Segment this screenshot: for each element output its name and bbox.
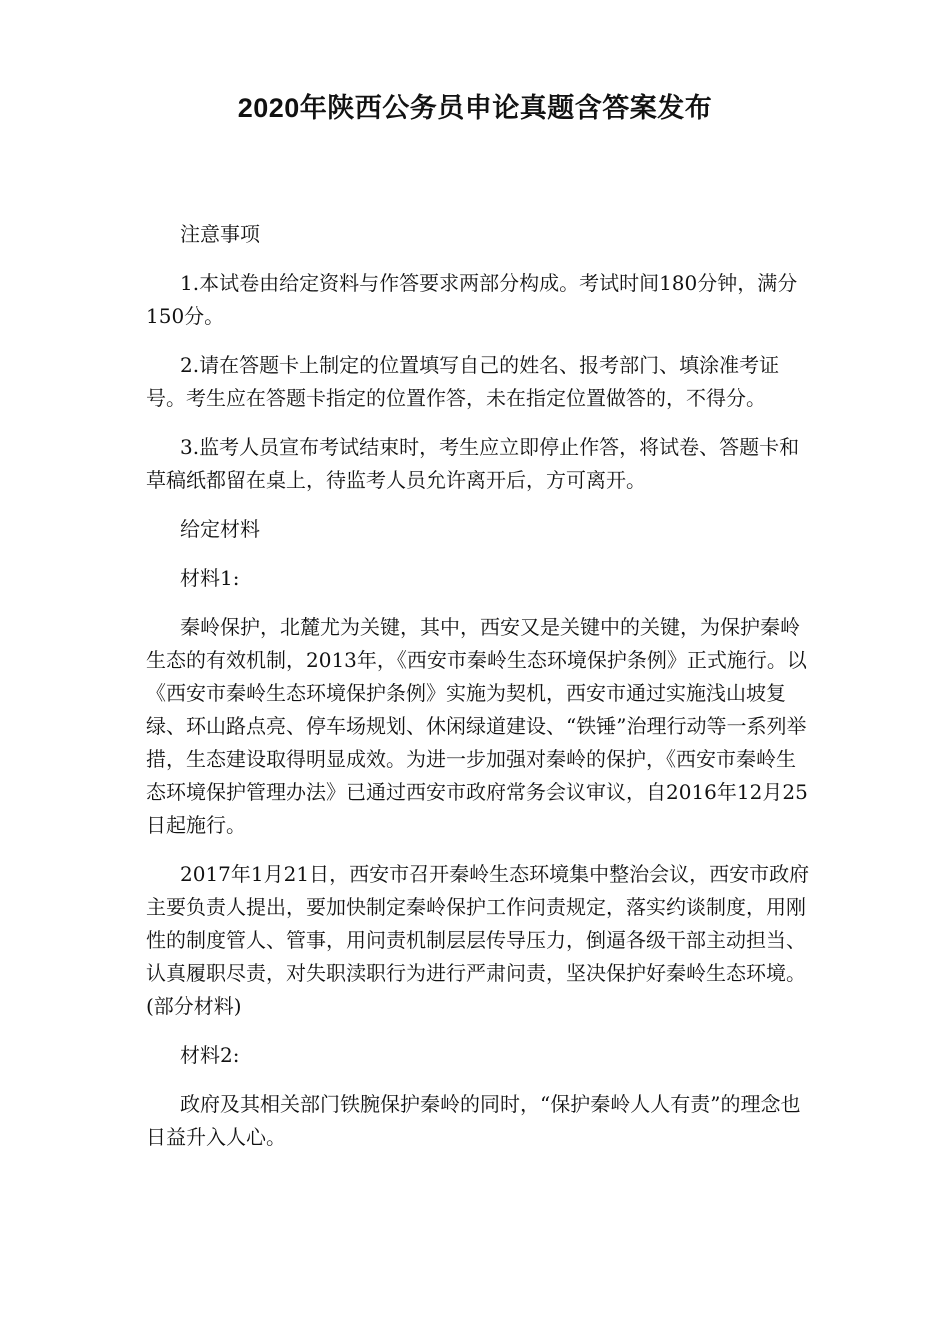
section-heading-notes: 注意事项: [180, 222, 260, 246]
material-1-paragraph-2: 2017年1月21日，西安市召开秦岭生态环境集中整治会议，西安市政府主要负责人提出，要加快制定秦岭保护工作问责规定，落实约谈制度，用刚性的制度管人、管事，用问责机制层层传导压力，倒逼各级干部主动担当、认真履职尽责，对失职渎职行为进行严肃问责，坚决保护好秦岭生态环境。(部分材料): [146, 862, 810, 1018]
material-1-paragraph-1: 秦岭保护，北麓尤为关键，其中，西安又是关键中的关键，为保护秦岭生态的有效机制，2013年，《西安市秦岭生态环境保护条例》正式施行。以《西安市秦岭生态环境保护条例》实施为契机，西安市通过实施浅山坡复绿、环山路点亮、停车场规划、休闲绿道建设、“铁锤”治理行动等一系列举措，生态建设取得明显成效。为进一步加强对秦岭的保护，《西安市秦岭生态环境保护管理办法》已通过西安市政府常务会议审议，自2016年12月25日起施行。: [146, 615, 808, 837]
document-title: 2020年陕西公务员申论真题含答案发布: [237, 93, 713, 123]
material-2-heading: 材料2:: [180, 1043, 240, 1067]
document-body: [146, 218, 814, 1170]
section-heading-materials: 给定材料: [180, 517, 260, 541]
material-1-heading: 材料1:: [180, 566, 240, 590]
material-2-paragraph-1: 政府及其相关部门铁腕保护秦岭的同时，“保护秦岭人人有责”的理念也日益升入人心。: [146, 1092, 801, 1149]
note-item-1: 1.本试卷由给定资料与作答要求两部分构成。考试时间180分钟，满分150分。: [146, 271, 798, 328]
note-item-2: 2.请在答题卡上制定的位置填写自己的姓名、报考部门、填涂准考证号。考生应在答题卡指定的位置作答，未在指定位置做答的，不得分。: [146, 353, 780, 410]
note-item-3: 3.监考人员宣布考试结束时，考生应立即停止作答，将试卷、答题卡和草稿纸都留在桌上，待监考人员允许离开后，方可离开。: [146, 435, 800, 492]
